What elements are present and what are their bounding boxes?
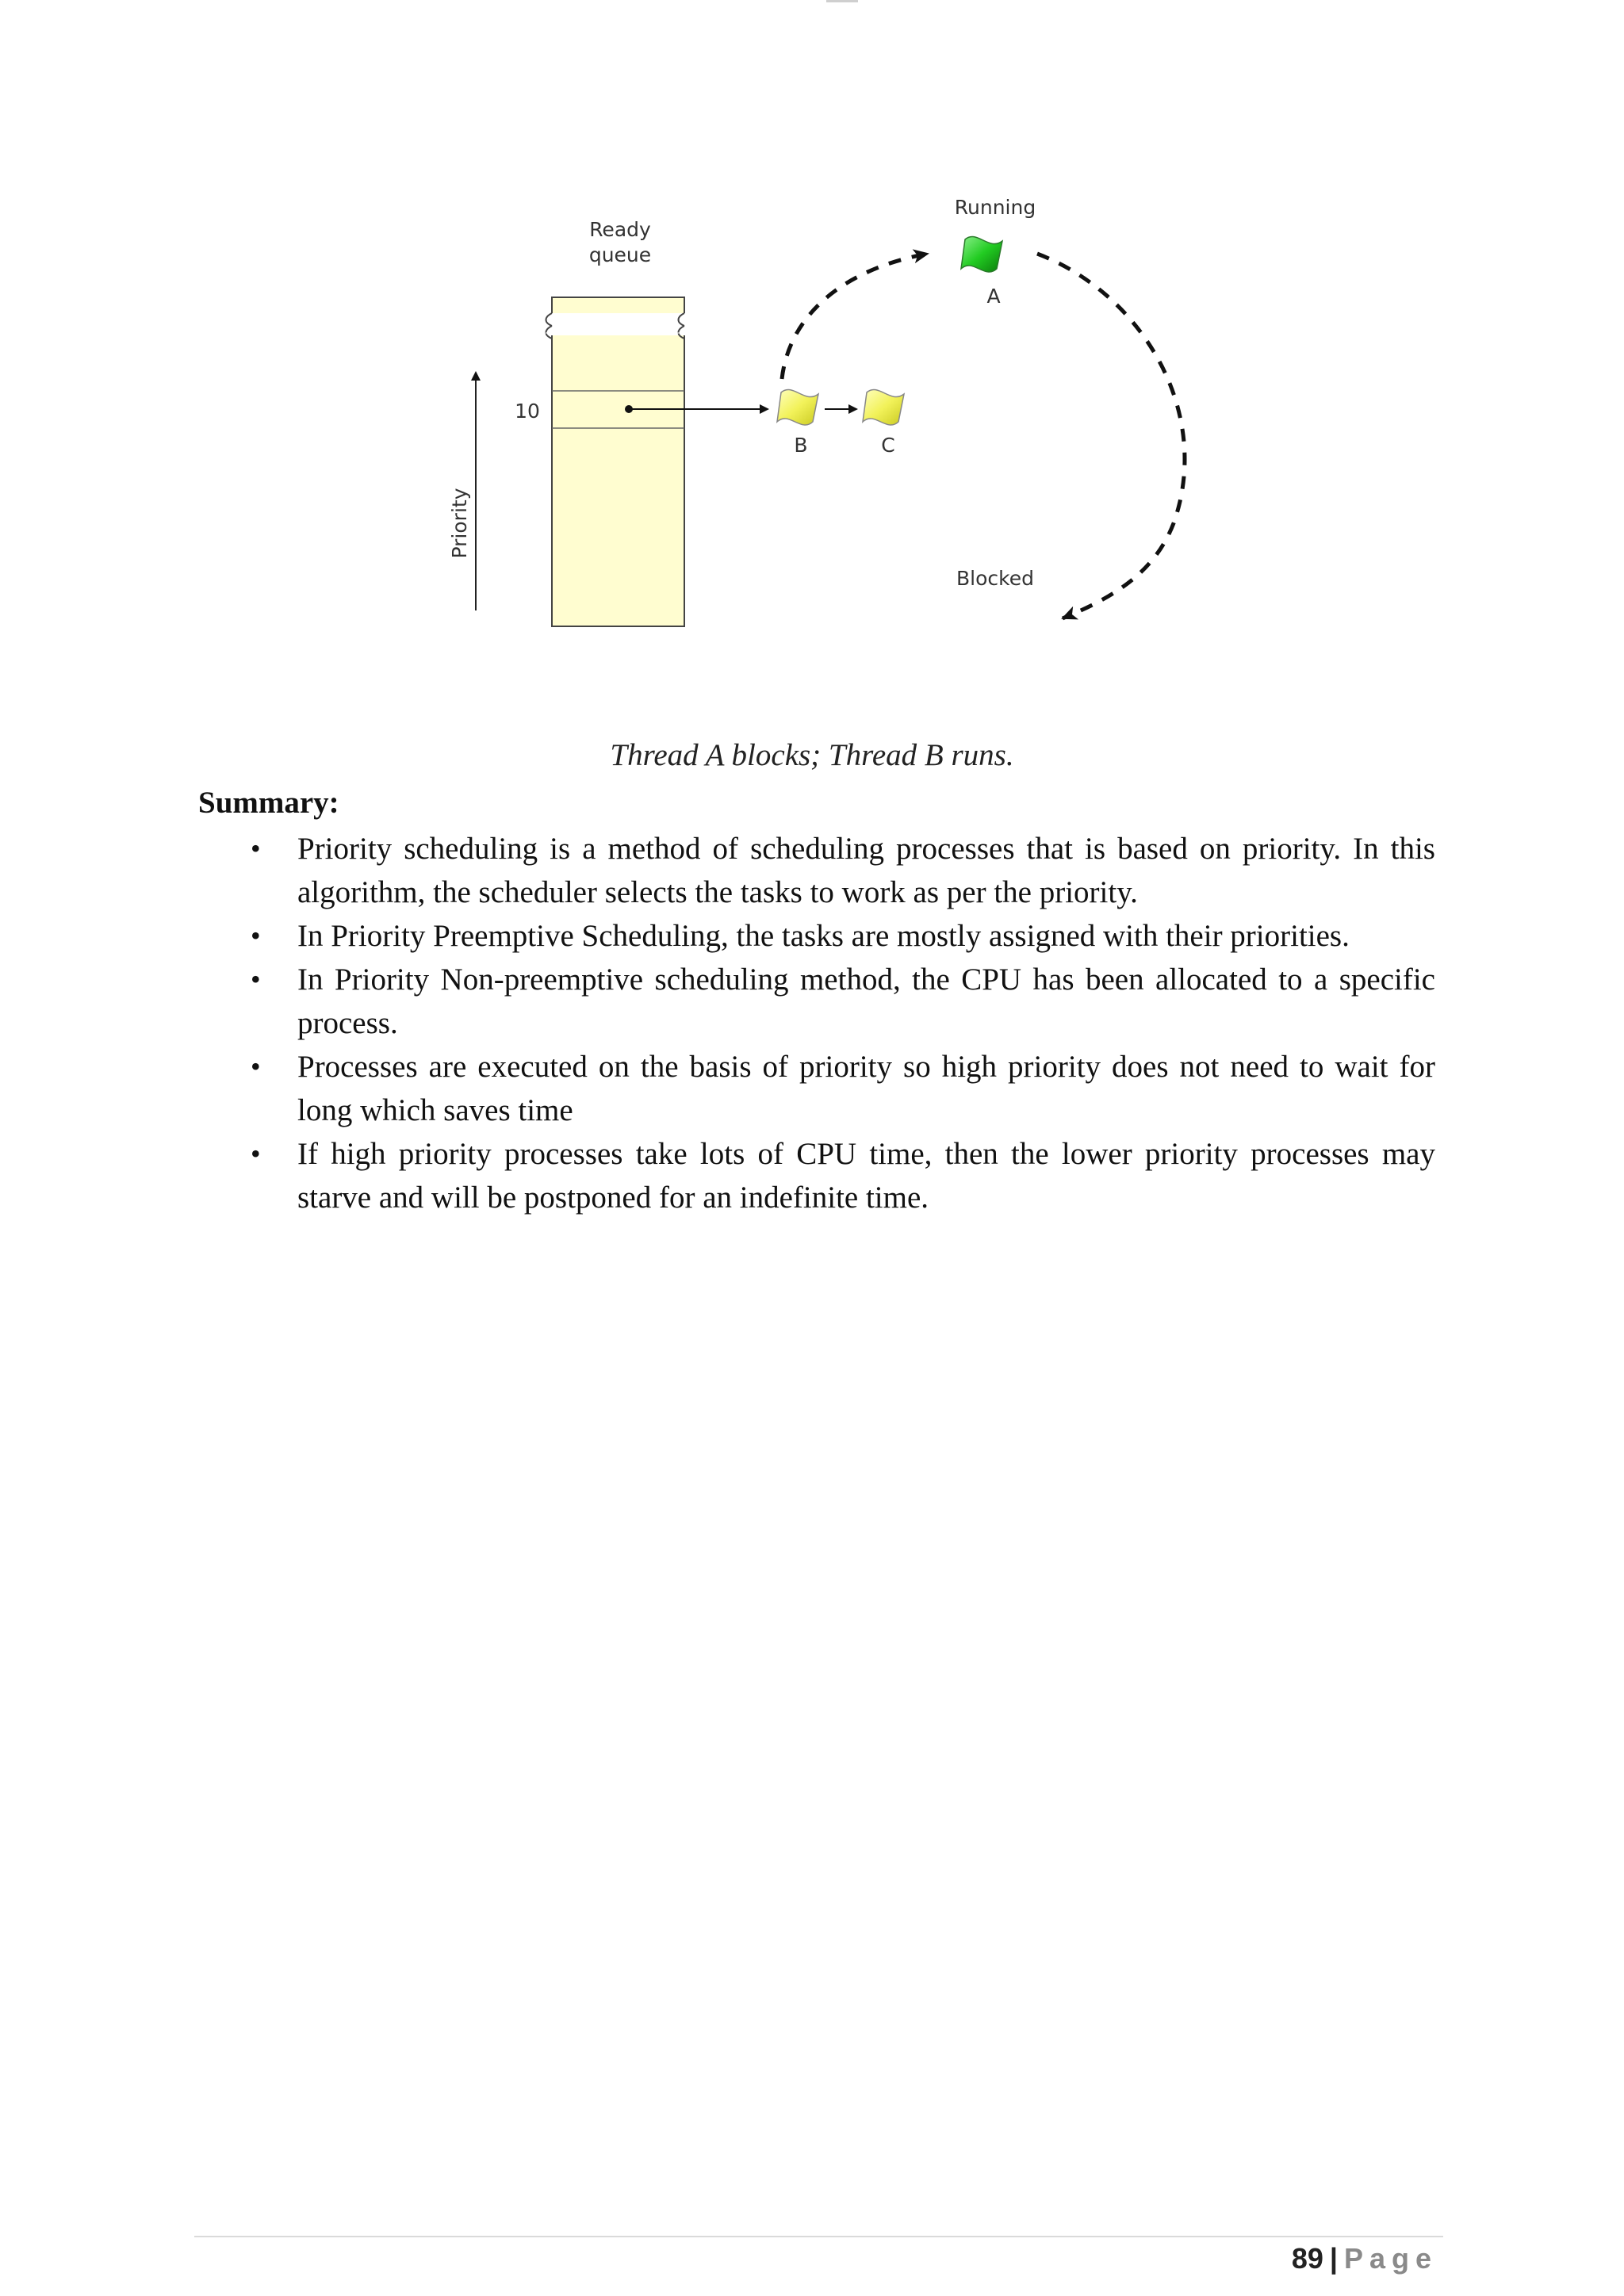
thread-a-label: A (986, 285, 1001, 308)
blocked-label: Blocked (956, 567, 1034, 590)
bullet-icon: • (251, 963, 261, 995)
b-to-running-arrow (782, 254, 928, 379)
bullet-icon: • (251, 1050, 261, 1082)
running-to-blocked-arrow (1037, 254, 1185, 618)
priority-label: Priority (448, 488, 471, 559)
priority-level-label: 10 (515, 400, 540, 423)
priority-axis (448, 373, 476, 610)
priority-scheduling-diagram (412, 174, 1285, 714)
thread-a (961, 236, 1002, 308)
bullet-icon: • (251, 832, 261, 864)
figure-caption: Thread A blocks; Thread B runs. (610, 738, 1014, 772)
list-item: • In Priority Preemptive Scheduling, the tasks are mostly assigned with their priorities. (238, 914, 1435, 958)
page-label: Page (1343, 2242, 1438, 2275)
running-label: Running (954, 196, 1036, 219)
list-item: • In Priority Non-preemptive scheduling method, the CPU has been allocated to a specific process. (238, 958, 1435, 1045)
page-footer (1292, 2242, 1438, 2275)
ready-queue-box (552, 297, 684, 626)
thread-b-label: B (794, 434, 808, 457)
summary-heading: Summary: (198, 786, 339, 820)
list-item: • Processes are executed on the basis of priority so high priority does not need to wait for long which saves time (238, 1045, 1435, 1132)
list-item: • If high priority processes take lots of CPU time, then the lower priority processes may starve and will be postponed for an indefinite time. (238, 1132, 1435, 1219)
thread-b (777, 389, 818, 457)
bullet-icon: • (251, 920, 261, 951)
header-mark (826, 0, 858, 2)
ready-queue-label-line2: queue (588, 243, 652, 266)
ready-queue (515, 218, 768, 626)
page-number: 89 (1291, 2242, 1323, 2275)
footer-separator: | (1329, 2242, 1338, 2275)
summary-list (238, 827, 1435, 1219)
thread-c (863, 389, 904, 457)
thread-c-label: C (881, 434, 895, 457)
bullet-icon: • (251, 1138, 261, 1169)
list-item: • Priority scheduling is a method of scheduling processes that is based on priority. In this algorithm, the scheduler selects the tasks to work as per the priority. (238, 827, 1435, 914)
footer-divider (194, 2236, 1443, 2237)
ready-queue-label-line1: Ready (589, 218, 651, 241)
